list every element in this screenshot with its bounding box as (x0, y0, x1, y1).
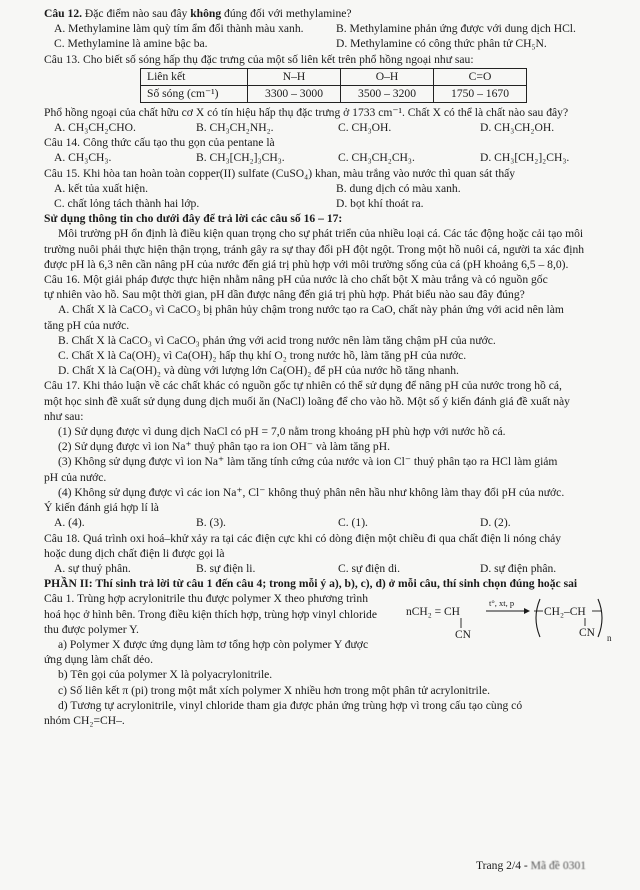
option-c: C. (1). (338, 516, 368, 530)
table-cell: Số sóng (cm⁻¹) (141, 85, 248, 102)
option-a: A. sự thuỷ phân. (54, 561, 131, 575)
question-stem-cont: hoá học ở hình bên. Trong điều kiện thích hợp, trùng hợp vinyl chloride (44, 607, 377, 621)
question-stem-cont: thu được polymer Y. (44, 622, 139, 636)
table-cell: 3300 – 3000 (248, 85, 341, 102)
question-stem: Câu 1. Trùng hợp acrylonitrile thu được polymer X theo phương trình (44, 592, 368, 606)
statement-a: a) Polymer X được ứng dụng làm tơ tổng hợp còn polymer Y được (58, 637, 369, 651)
info-line: được pH là 6,3 nên cần nâng pH của nước đến giá trị phù hợp với môi trường sống của cá (pH khoảng 6,5 – 8,0). (44, 257, 569, 271)
option-b: B. Chất X là CaCO₃ vì CaCO₃ phản ứng với acid trong nước nên làm tăng chậm pH của nước. (58, 333, 496, 347)
option-c: C. CH₃CH₂CH₃. (338, 151, 415, 165)
table-row (141, 85, 527, 102)
option-d: D. Chất X là Ca(OH)₂ và dùng với lượng lớn Ca(OH)₂ để pH của nước hồ tăng nhanh. (58, 364, 459, 378)
table-cell: 1750 – 1670 (434, 85, 527, 102)
option-a-cont: tăng pH của nước. (44, 318, 130, 332)
statement-c: c) Số liên kết π (pi) trong một mắt xích polymer X nhiều hơn trong một phân tử acrylonitrile. (58, 683, 491, 697)
part2-question-1 (44, 591, 616, 728)
option-b: B. Methylamine phản ứng được với dung dịch HCl. (336, 22, 576, 36)
question-text-left (44, 591, 400, 667)
option-b: B. (3). (196, 516, 226, 530)
question-stem: Câu 15. Khi hòa tan hoàn toàn copper(II) sulfate (CuSO₄) khan, màu trắng vào nước thì quan sát thấy (44, 166, 516, 180)
question-stem-cont: tự nhiên vào hồ. Sau một thời gian, pH dần được nâng đến giá trị phù hợp. Phát biểu nào sau đây đúng? (44, 288, 525, 302)
option-c: C. Methylamine là amine bậc ba. (54, 37, 208, 51)
statement-3: (3) Không sử dụng được vì ion Na⁺ làm tăng tính cứng của nước và ion Cl⁻ thuỷ phân tạo ra HCl làm giảm (58, 455, 558, 469)
option-a: A. CH₃CH₂CHO. (54, 121, 136, 135)
options-row (44, 150, 616, 165)
polymerization-scheme (406, 595, 618, 647)
exam-page (44, 6, 616, 728)
question-stem: Câu 12. Đặc điểm nào sau đây không đúng đối với methylamine? (44, 7, 352, 20)
option-c: C. Chất X là Ca(OH)₂ vì Ca(OH)₂ hấp thụ khí O₂ trong nước hồ, làm tăng pH của nước. (58, 349, 467, 363)
statement-a-cont: ứng dụng làm chất dẻo. (44, 653, 153, 667)
option-a: A. Methylamine làm quỳ tím ẩm đổi thành màu xanh. (54, 22, 304, 36)
page-number: Trang 2/4 - (476, 859, 528, 872)
option-b: B. dung dịch có màu xanh. (336, 181, 461, 195)
question-stem: Câu 13. Cho biết số sóng hấp thụ đặc trưng của một số liên kết trên phổ hồng ngoại như sau: (44, 52, 474, 66)
part-2-title: PHẦN II: Thí sinh trả lời từ câu 1 đến câu 4; trong mỗi ý a), b), c), d) ở mỗi câu, thí sinh chọn đúng hoặc sai (44, 577, 578, 591)
left-paren-icon (536, 599, 540, 637)
statement-1: (1) Sử dụng được vì dung dịch NaCl có pH = 7,0 nằm trong khoảng pH phù hợp với nước hồ cá. (58, 425, 506, 439)
options-row (44, 120, 616, 135)
right-paren-icon (598, 599, 602, 637)
statement-d: d) Tương tự acrylonitrile, vinyl chloride tham gia được phản ứng trùng hợp vì trong cấu tạo cùng có (58, 698, 523, 712)
arrowhead-icon (524, 608, 530, 614)
option-b: B. CH₃CH₂NH₂. (196, 121, 274, 135)
option-b: B. CH₃[CH₂]₃CH₃. (196, 151, 285, 165)
option-b: B. sự điện li. (196, 561, 256, 575)
option-a: A. CH₃CH₃. (54, 151, 112, 165)
statement-d-cont: nhóm CH₂=CH–. (44, 713, 125, 727)
statement-2: (2) Sử dụng được vì ion Na⁺ thuỷ phân tạo ra ion OH⁻ và làm tăng pH. (58, 440, 390, 454)
info-line: Môi trường pH ổn định là điều kiện quan trọng cho sự phát triển của nhiều loại cá. Các tác động hoặc cải tạo môi (58, 227, 584, 241)
question-13 (44, 52, 616, 136)
question-17 (44, 378, 616, 530)
question-15 (44, 166, 616, 212)
option-c: C. CH₃OH. (338, 121, 392, 135)
option-a: A. Chất X là CaCO₃ vì CaCO₃ bị phân hủy chậm trong nước tạo ra CaO, chất này phản ứng với acid nên làm (58, 303, 564, 317)
option-a: A. kết tủa xuất hiện. (54, 181, 149, 195)
info-block (44, 211, 616, 272)
ir-table (140, 68, 527, 103)
scheme-product: CH₂–CH (544, 606, 586, 619)
option-d: D. Methylamine có công thức phân tử CH₅N. (336, 37, 547, 51)
scheme-subscript-n: n (607, 633, 612, 644)
exam-code: Mã đề 0301 (530, 859, 587, 872)
question-text: Phổ hồng ngoại của chất hữu cơ X có tín hiệu hấp thụ đặc trưng ở 1733 cm⁻¹. Chất X có thể là chất nào sau đây? (44, 105, 569, 119)
table-cell: O–H (341, 68, 434, 85)
option-d: D. sự điện phân. (480, 561, 557, 575)
option-d: D. bọt khí thoát ra. (336, 197, 424, 211)
question-14 (44, 135, 616, 165)
table-cell: Liên kết (141, 68, 248, 85)
option-c: C. chất lỏng tách thành hai lớp. (54, 197, 200, 211)
scheme-monomer: nCH₂ = CH (406, 606, 460, 619)
question-stem: Câu 16. Một giải pháp được thực hiện nhằm nâng pH của nước là cho chất bột X màu trắng và có nguồn gốc (44, 273, 548, 287)
question-18 (44, 531, 616, 577)
option-a: A. (4). (54, 516, 85, 530)
question-stem-cont: một học sinh đề xuất sử dụng dung dịch muối ăn (NaCl) loãng để cho vào hồ. Một số ý kiến đánh giá đề xuất này (44, 394, 570, 408)
scheme-conditions: t°, xt, p (489, 598, 515, 609)
question-12 (44, 6, 616, 52)
info-title: Sử dụng thông tin cho dưới đây để trả lời các câu số 16 – 17: (44, 212, 343, 226)
statement-4: (4) Không sử dụng được vì các ion Na⁺, Cl⁻ không thuỷ phân nên hầu như không làm thay đổi pH của nước. (58, 485, 565, 499)
table-cell: C=O (434, 68, 527, 85)
question-stem-cont: hoặc dung dịch chất điện li được gọi là (44, 546, 225, 560)
options-row (44, 21, 616, 36)
scheme-product-cn: CN (579, 627, 595, 640)
statement-b: b) Tên gọi của polymer X là polyacrylonitrile. (58, 668, 273, 682)
question-stem: Câu 17. Khi thảo luận về các chất khác có nguồn gốc tự nhiên có thể sử dụng để nâng pH của nước trong hồ cá, (44, 379, 562, 393)
options-row (44, 561, 616, 576)
table-row (141, 68, 527, 85)
option-d: D. CH₃[CH₂]₂CH₃. (480, 151, 570, 165)
page-footer (476, 858, 586, 873)
info-line: trường nuôi phải thực hiện thận trọng, tránh gây ra sự thay đổi pH đột ngột. Trong một hồ nuôi cá, người ta xác định (44, 242, 585, 256)
question-stem: Câu 18. Quá trình oxi hoá–khử xảy ra tại các điện cực khi có dòng điện một chiều đi qua chất điện li nóng chảy (44, 531, 562, 545)
scheme-monomer-cn: CN (455, 629, 471, 642)
question-stem-cont: như sau: (44, 409, 84, 423)
question-ask: Ý kiến đánh giá hợp lí là (44, 501, 159, 515)
options-row (44, 515, 616, 530)
options-row (44, 196, 616, 211)
option-d: D. (2). (480, 516, 511, 530)
option-d: D. CH₃CH₂OH. (480, 121, 555, 135)
table-cell: N–H (248, 68, 341, 85)
options-row (44, 36, 616, 51)
statement-3-cont: pH của nước. (44, 470, 107, 484)
option-c: C. sự điện di. (338, 561, 400, 575)
options-row (44, 181, 616, 196)
question-stem: Câu 14. Công thức cấu tạo thu gọn của pentane là (44, 136, 275, 150)
question-16 (44, 272, 616, 378)
table-cell: 3500 – 3200 (341, 85, 434, 102)
